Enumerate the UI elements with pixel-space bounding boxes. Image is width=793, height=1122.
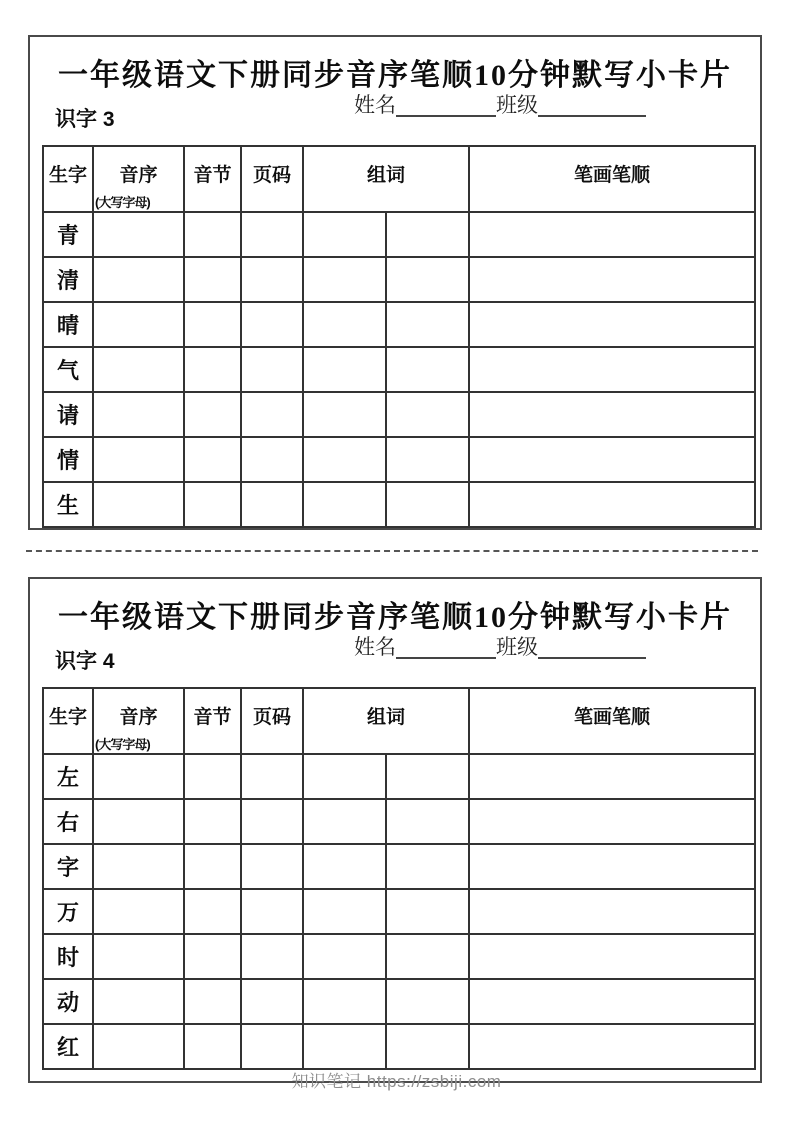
- yinjie-blank-cell: [184, 799, 241, 844]
- worksheet-card-1: [28, 35, 762, 530]
- zuci-blank-cell-1: [303, 754, 386, 799]
- table-row: [43, 934, 755, 979]
- worksheet-card-2: [28, 577, 762, 1083]
- yinjie-blank-cell: [184, 302, 241, 347]
- yema-blank-cell: [241, 392, 303, 437]
- zuci-blank-cell-2: [386, 889, 469, 934]
- bihua-blank-cell: [469, 347, 755, 392]
- yinjie-blank-cell: [184, 437, 241, 482]
- bihua-blank-cell: [469, 212, 755, 257]
- character-cell: 晴: [43, 302, 93, 347]
- zuci-blank-cell-2: [386, 1024, 469, 1069]
- zuci-blank-cell-2: [386, 844, 469, 889]
- bihua-blank-cell: [469, 392, 755, 437]
- zuci-blank-cell-2: [386, 392, 469, 437]
- zuci-blank-cell-1: [303, 257, 386, 302]
- dictation-table-1: [42, 145, 756, 528]
- class-label: 班级: [496, 93, 538, 117]
- bihua-blank-cell: [469, 482, 755, 527]
- character-cell: 左: [43, 754, 93, 799]
- lesson-label: 识字 3: [55, 108, 115, 131]
- bihua-blank-cell: [469, 979, 755, 1024]
- yinxu-note-label: (大写字母): [95, 195, 150, 210]
- header-cell-zuci: 组词: [303, 146, 469, 212]
- bihua-blank-cell: [469, 257, 755, 302]
- lesson-label: 识字 4: [55, 650, 115, 673]
- bihua-blank-cell: [469, 302, 755, 347]
- header-cell-yema: 页码: [241, 688, 303, 754]
- yema-blank-cell: [241, 482, 303, 527]
- dictation-table-2: [42, 687, 756, 1070]
- yinjie-blank-cell: [184, 1024, 241, 1069]
- table-row: [43, 889, 755, 934]
- header-cell-character: 生字: [43, 688, 93, 754]
- class-blank-line: [538, 94, 646, 117]
- bihua-blank-cell: [469, 754, 755, 799]
- yinjie-blank-cell: [184, 347, 241, 392]
- yinjie-blank-cell: [184, 212, 241, 257]
- yinjie-blank-cell: [184, 979, 241, 1024]
- table-row: [43, 302, 755, 347]
- header-cell-yinxu: [93, 146, 184, 212]
- zuci-blank-cell-1: [303, 392, 386, 437]
- yinxu-label: 音序: [119, 165, 158, 186]
- table-row: [43, 392, 755, 437]
- yema-blank-cell: [241, 934, 303, 979]
- zuci-blank-cell-1: [303, 212, 386, 257]
- watermark-text: 知识笔记 https://zsbiji.com: [291, 1072, 502, 1091]
- yema-blank-cell: [241, 437, 303, 482]
- table-row: [43, 799, 755, 844]
- yema-blank-cell: [241, 257, 303, 302]
- yinxu-blank-cell: [93, 1024, 184, 1069]
- yinxu-note-label: (大写字母): [95, 737, 150, 752]
- zuci-blank-cell-1: [303, 482, 386, 527]
- zuci-blank-cell-1: [303, 979, 386, 1024]
- yinjie-blank-cell: [184, 482, 241, 527]
- yinjie-blank-cell: [184, 754, 241, 799]
- yema-blank-cell: [241, 799, 303, 844]
- zuci-blank-cell-2: [386, 257, 469, 302]
- zuci-blank-cell-1: [303, 347, 386, 392]
- header-cell-yinjie: 音节: [184, 146, 241, 212]
- yinxu-blank-cell: [93, 889, 184, 934]
- name-blank-line: [396, 94, 496, 117]
- header-cell-bihua: 笔画笔顺: [469, 688, 755, 754]
- header-cell-zuci: 组词: [303, 688, 469, 754]
- bihua-blank-cell: [469, 889, 755, 934]
- character-cell: 情: [43, 437, 93, 482]
- name-blank-line: [396, 636, 496, 659]
- class-label: 班级: [496, 635, 538, 659]
- yinjie-blank-cell: [184, 844, 241, 889]
- zuci-blank-cell-1: [303, 302, 386, 347]
- header-cell-character: 生字: [43, 146, 93, 212]
- zuci-blank-cell-1: [303, 799, 386, 844]
- yinxu-blank-cell: [93, 979, 184, 1024]
- yinxu-blank-cell: [93, 934, 184, 979]
- yema-blank-cell: [241, 979, 303, 1024]
- bihua-blank-cell: [469, 1024, 755, 1069]
- worksheet-title: 一年级语文下册同步音序笔顺10分钟默写小卡片: [58, 59, 732, 92]
- bihua-blank-cell: [469, 437, 755, 482]
- header-cell-yinjie: 音节: [184, 688, 241, 754]
- zuci-blank-cell-1: [303, 1024, 386, 1069]
- table-row: [43, 437, 755, 482]
- name-class-line: [354, 631, 646, 661]
- table-row: [43, 844, 755, 889]
- zuci-blank-cell-2: [386, 799, 469, 844]
- character-cell: 字: [43, 844, 93, 889]
- yema-blank-cell: [241, 1024, 303, 1069]
- zuci-blank-cell-2: [386, 934, 469, 979]
- yinxu-blank-cell: [93, 212, 184, 257]
- table-row: [43, 1024, 755, 1069]
- name-label: 姓名: [354, 635, 396, 659]
- character-cell: 青: [43, 212, 93, 257]
- name-class-line: [354, 89, 646, 119]
- header-row: [43, 146, 755, 212]
- character-cell: 请: [43, 392, 93, 437]
- character-cell: 气: [43, 347, 93, 392]
- zuci-blank-cell-2: [386, 437, 469, 482]
- character-cell: 时: [43, 934, 93, 979]
- character-cell: 红: [43, 1024, 93, 1069]
- bihua-blank-cell: [469, 799, 755, 844]
- yinxu-blank-cell: [93, 437, 184, 482]
- header-cell-yema: 页码: [241, 146, 303, 212]
- yinjie-blank-cell: [184, 889, 241, 934]
- header-cell-bihua: 笔画笔顺: [469, 146, 755, 212]
- character-cell: 万: [43, 889, 93, 934]
- table-row: [43, 482, 755, 527]
- yinxu-blank-cell: [93, 754, 184, 799]
- yinxu-blank-cell: [93, 347, 184, 392]
- table-row: [43, 347, 755, 392]
- zuci-blank-cell-1: [303, 934, 386, 979]
- worksheet-title: 一年级语文下册同步音序笔顺10分钟默写小卡片: [58, 601, 732, 634]
- zuci-blank-cell-2: [386, 212, 469, 257]
- name-label: 姓名: [354, 93, 396, 117]
- table-row: [43, 212, 755, 257]
- bihua-blank-cell: [469, 844, 755, 889]
- zuci-blank-cell-2: [386, 482, 469, 527]
- yema-blank-cell: [241, 844, 303, 889]
- yinxu-blank-cell: [93, 257, 184, 302]
- yema-blank-cell: [241, 212, 303, 257]
- character-cell: 清: [43, 257, 93, 302]
- character-cell: 动: [43, 979, 93, 1024]
- yinxu-blank-cell: [93, 392, 184, 437]
- yema-blank-cell: [241, 347, 303, 392]
- dashed-cut-line: [26, 550, 758, 552]
- header-cell-yinxu: [93, 688, 184, 754]
- zuci-blank-cell-2: [386, 754, 469, 799]
- yinjie-blank-cell: [184, 257, 241, 302]
- yinxu-blank-cell: [93, 302, 184, 347]
- yinjie-blank-cell: [184, 934, 241, 979]
- yinxu-blank-cell: [93, 799, 184, 844]
- yinxu-blank-cell: [93, 844, 184, 889]
- zuci-blank-cell-1: [303, 437, 386, 482]
- bihua-blank-cell: [469, 934, 755, 979]
- table-row: [43, 754, 755, 799]
- table-row: [43, 257, 755, 302]
- character-cell: 右: [43, 799, 93, 844]
- table-row: [43, 979, 755, 1024]
- zuci-blank-cell-1: [303, 844, 386, 889]
- zuci-blank-cell-2: [386, 347, 469, 392]
- character-cell: 生: [43, 482, 93, 527]
- yema-blank-cell: [241, 302, 303, 347]
- zuci-blank-cell-2: [386, 979, 469, 1024]
- yema-blank-cell: [241, 754, 303, 799]
- zuci-blank-cell-2: [386, 302, 469, 347]
- zuci-blank-cell-1: [303, 889, 386, 934]
- yinxu-blank-cell: [93, 482, 184, 527]
- yema-blank-cell: [241, 889, 303, 934]
- class-blank-line: [538, 636, 646, 659]
- header-row: [43, 688, 755, 754]
- yinjie-blank-cell: [184, 392, 241, 437]
- yinxu-label: 音序: [119, 707, 158, 728]
